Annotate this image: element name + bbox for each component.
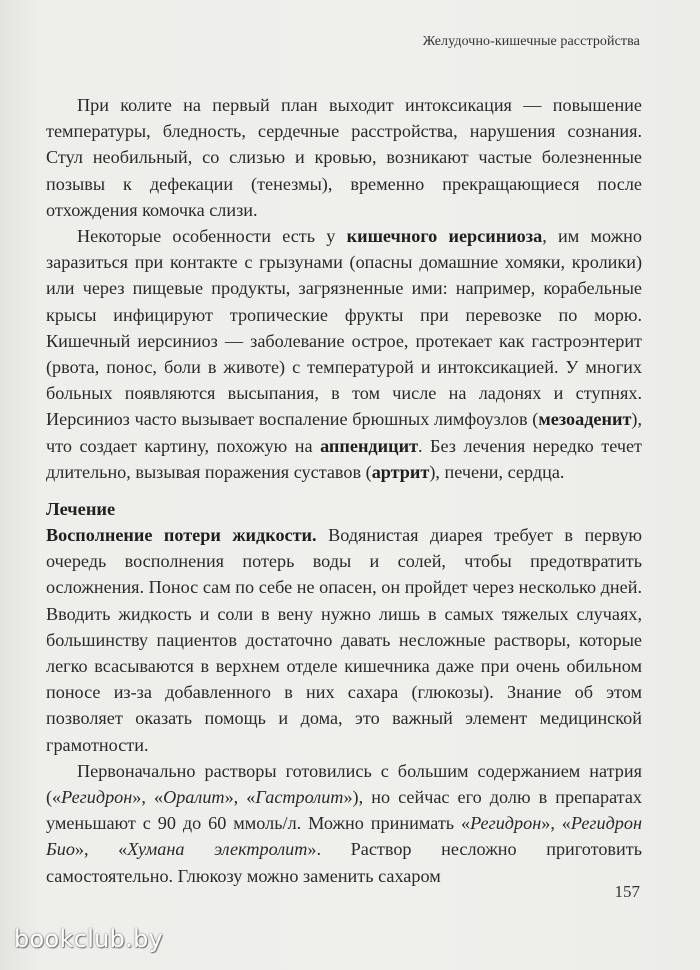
text-run: », «	[224, 787, 256, 808]
term-intestinal-yersiniosis: кишечного иерсиниоза	[346, 226, 543, 247]
term-mesadenitis: мезоаденит	[538, 409, 632, 430]
drug-name: Гастролит	[255, 787, 344, 808]
body-text	[46, 92, 642, 889]
text-run: ». Раствор несложно приготовить самостоятельно. Глюкозу можно заменить сахаром	[46, 839, 642, 886]
text-run: », «	[541, 813, 571, 834]
section-heading-treatment: Лечение	[46, 499, 116, 520]
drug-name: Хумана электролит	[127, 839, 308, 860]
drug-name: Регидрон	[61, 787, 133, 808]
page-number: 157	[614, 882, 640, 901]
text-run: Некоторые особенности есть у	[77, 226, 347, 247]
paragraph-solutions	[46, 758, 642, 889]
text-run: », «	[74, 839, 128, 860]
text-run: . Без лечения нередко течет длительно, вызывая поражения суставов (	[46, 435, 642, 482]
paragraph-colitis	[46, 92, 642, 223]
text-run: Первоначально растворы готовились с большим содержанием натрия («	[46, 760, 642, 808]
text-run: Водянистая диарея требует в первую очередь восполнения потерь воды и солей, чтобы предотвратить осложнения. Понос сам по себе не опасен, он пройдет через несколько дней. Вводить жидкость и соли в вену нужно лишь в самых тяжелых случаях, большинству пациентов достаточно давать несложные растворы, которые легко всасываются в верхнем отделе кишечника даже при очень обильном поносе из-за добавленного в них сахара (глюкозы). Знание об этом позволяет оказать помощь и дома, это важный элемент медицинской грамотности.	[46, 525, 642, 755]
term-appendicitis: аппендицит	[320, 435, 418, 456]
term-arthritis: артрит	[371, 461, 430, 482]
text-run: », «	[132, 787, 164, 808]
paragraph-fluid-replacement	[46, 522, 642, 758]
drug-name: Регидрон Био	[46, 813, 643, 860]
text-run: ), печени, сердца.	[429, 461, 565, 482]
subheading-fluid-replacement: Восполнение потери жидкости.	[46, 525, 317, 546]
drug-name: Оралит	[163, 787, 225, 808]
text-run: ), что создает картину, похожую на	[46, 409, 642, 456]
paragraph-text: При колите на первый план выходит интоксикация — повышение температуры, бледность, сердечные расстройства, нарушения сознания. Стул необильный, со слизью и кровью, возникают частые болезненные позывы к дефекации (тенезмы), временно прекращающиеся после отхождения комочка слизи.	[46, 95, 642, 220]
paragraph-yersiniosis	[46, 223, 642, 485]
watermark-logo: bookclub.by	[14, 925, 164, 953]
drug-name: Регидрон	[470, 813, 542, 834]
running-header: Желудочно-кишечные расстройства	[422, 34, 640, 49]
text-run: , им можно заразиться при контакте с грызунами (опасны домашние хомяки, кролики) или через пищевые продукты, загрязненные ими: например, корабельные крысы инфицируют тропические фрукты при перевозке по морю. Кишечный иерсиниоз — заболевание острое, протекает как гастроэнтерит (рвота, понос, боли в животе) с температурой и интоксикацией. У многих больных появляются высыпания, в том числе на ладонях и ступнях. Иерсиниоз часто вызывает воспаление брюшных лимфоузлов (	[46, 226, 642, 430]
text-run: »), но сейчас его долю в препаратах уменьшают с 90 до 60 ммоль/л. Можно принимать «	[46, 787, 643, 834]
